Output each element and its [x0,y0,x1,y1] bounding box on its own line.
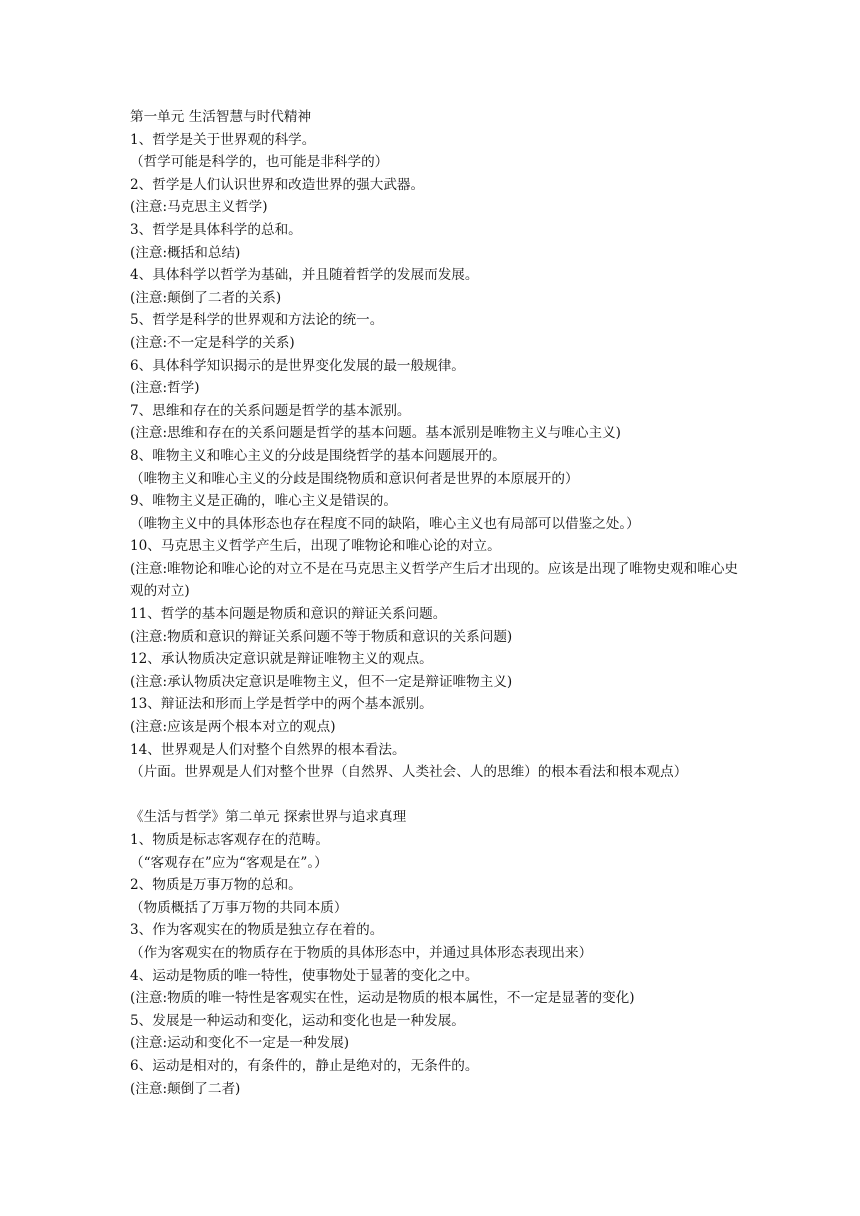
unit1-line: (注意:颠倒了二者的关系) [130,289,282,306]
unit1-line: (注意:物质和意识的辩证关系问题不等于物质和意识的关系问题) [130,628,513,645]
unit2-line: 2、物质是万事万物的总和。 [130,877,302,894]
unit2-line: (注意:物质的唯一特性是客观实在性，运动是物质的根本属性，不一定是显著的变化) [130,990,635,1007]
unit1-title: 第一单元 生活智慧与时代精神 [130,109,312,125]
unit1-line: 5、哲学是科学的世界观和方法论的统一。 [130,312,384,329]
unit1-line: （唯物主义中的具体形态也存在程度不同的缺陷，唯心主义也有局部可以借鉴之处。） [130,515,640,532]
unit2-line: （物质概括了万事万物的共同本质） [130,899,348,916]
document-page [130,106,740,1100]
unit2-title: 《生活与哲学》第二单元 探索世界与追求真理 [130,809,407,826]
unit1-line: 12、承认物质决定意识就是辩证唯物主义的观点。 [130,651,433,668]
unit2-line: 5、发展是一种运动和变化，运动和变化也是一种发展。 [130,1012,465,1029]
unit1-line: 4、具体科学以哲学为基础，并且随着哲学的发展而发展。 [130,267,479,284]
unit1-line: （片面。世界观是人们对整个世界（自然界、人类社会、人的思维）的根本看法和根本观点） [130,764,688,781]
unit1-line: 9、唯物主义是正确的，唯心主义是错误的。 [130,493,397,510]
unit1-line: 10、马克思主义哲学产生后，出现了唯物论和唯心论的对立。 [130,538,501,555]
unit1-line: 8、唯物主义和唯心主义的分歧是围绕哲学的基本问题展开的。 [130,447,506,464]
unit1-line: (注意:哲学) [130,380,200,397]
unit1-line: （哲学可能是科学的，也可能是非科学的） [130,154,389,171]
unit1-line: 2、哲学是人们认识世界和改造世界的强大武器。 [130,176,425,193]
unit1-line: 7、思维和存在的关系问题是哲学的基本派别。 [130,402,411,419]
unit2-line: (注意:颠倒了二者) [130,1080,241,1097]
unit1-line: (注意:应该是两个根本对立的观点) [130,719,336,736]
unit1-line: (注意:承认物质决定意识是唯物主义，但不一定是辩证唯物主义) [130,673,513,690]
unit1-line: 1、哲学是关于世界观的科学。 [130,131,316,148]
section-spacer [130,784,740,807]
unit2-line: 1、物质是标志客观存在的范畴。 [130,832,329,848]
unit1-line: 3、哲学是具体科学的总和。 [130,221,302,238]
unit2-line: 3、作为客观实在的物质是独立存在着的。 [130,922,384,939]
unit1-line: 6、具体科学知识揭示的是世界变化发展的最一般规律。 [130,357,465,374]
unit2-line: (注意:运动和变化不一定是一种发展) [130,1035,350,1052]
unit1-line: (注意:马克思主义哲学) [130,199,268,216]
unit2-line: （“客观存在”应为“客观是在”。） [130,854,328,871]
unit1-line: （唯物主义和唯心主义的分歧是围绕物质和意识何者是世界的本原展开的） [130,470,579,487]
unit1-line: (注意:不一定是科学的关系) [130,334,295,351]
unit2-line: （作为客观实在的物质存在于物质的具体形态中，并通过具体形态表现出来） [130,944,593,961]
unit1-line: 14、世界观是人们对整个自然界的根本看法。 [130,741,406,758]
unit1-line: (注意:思维和存在的关系问题是哲学的基本问题。基本派别是唯物主义与唯心主义) [130,425,621,442]
unit2-line: 6、运动是相对的，有条件的，静止是绝对的，无条件的。 [130,1057,479,1074]
unit1-line: (注意:概括和总结) [130,244,241,261]
unit2-line: 4、运动是物质的唯一特性，使事物处于显著的变化之中。 [130,967,479,984]
unit1-line: 11、哲学的基本问题是物质和意识的辩证关系问题。 [130,606,447,623]
unit1-line-wrapped: (注意:唯物论和唯心论的对立不是在马克思主义哲学产生后才出现的。应该是出现了唯物史观和唯心史观的对立) [130,560,739,600]
unit1-line: 13、辩证法和形而上学是哲学中的两个基本派别。 [130,696,433,713]
